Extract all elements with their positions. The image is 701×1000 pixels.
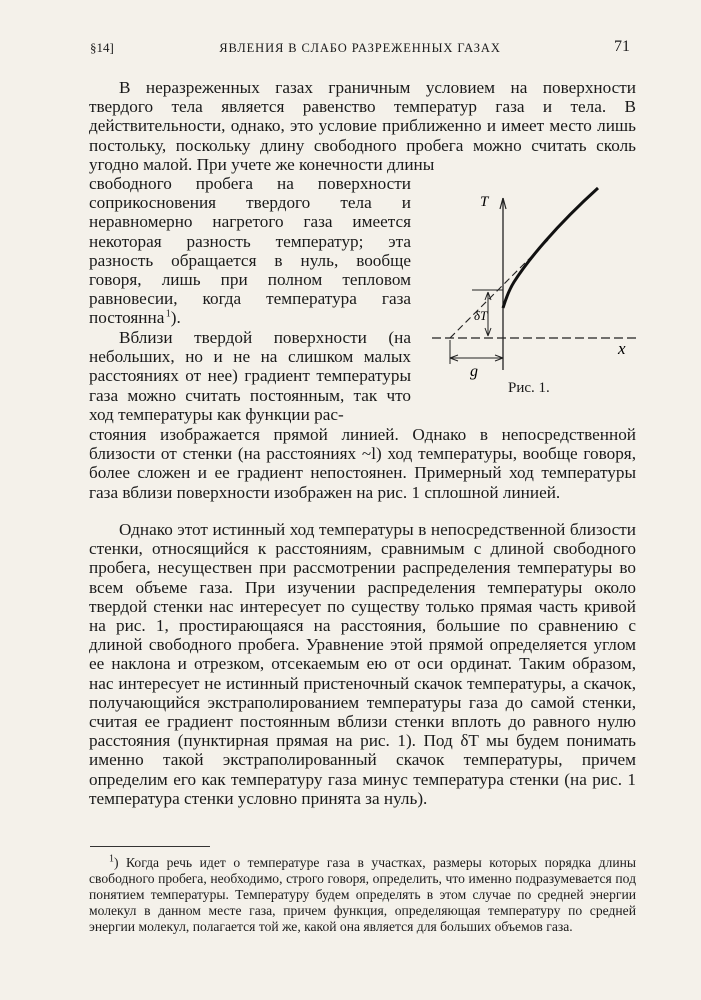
- paragraph-2-start: Вблизи твердой поверхности (на небольших, но и не на слишком малых расстояниях от нее) градиент температуры газа можно считать постоянным, так что ход температуры как функции рас-: [89, 328, 411, 424]
- paragraph-1-end: ).: [170, 308, 181, 328]
- paragraph-1-continuation: [89, 174, 411, 328]
- running-head: [90, 40, 630, 62]
- footnote-ref: 1: [165, 308, 171, 320]
- footnote-text: ) Когда речь идет о температуре газа в участках, размеры которых порядка длины свободного пробега, необходимо, строго говоря, определить, что именно подразумевается под понятием температуры. Температуру будем определять в этом случае по средней энергии молекул в данном месте газа, причем функция, определяющая температуру по средней энергии молекул, полагается той же, какой она является для больших объемов газа.: [89, 855, 636, 934]
- footnote: [89, 855, 636, 935]
- g-label: g: [470, 363, 478, 380]
- temperature-curve: [503, 188, 598, 308]
- x-axis-label: x: [618, 339, 626, 358]
- paragraph-2-continuation: стояния изображается прямой линией. Однако в непосредственной близости от стенки (на расстояниях ~l) ход температуры, вообще говоря, более сложен и ее градиент непостоянен. Примерный ход температуры газа вблизи поверхности изображен на рис. 1 сплошной линией.: [89, 425, 636, 502]
- section-mark: §14]: [90, 40, 114, 55]
- figure-caption: Рис. 1.: [508, 380, 550, 396]
- paragraph-1: В неразреженных газах граничным условием на поверхности твердого тела является равенство температур газа и тела. В действительности, однако, это условие приближенно и имеет место лишь постольку, поскольку длину свободного пробега можно считать сколь угодно малой. При учете же конечности длины: [89, 78, 636, 174]
- chapter-title: ЯВЛЕНИЯ В СЛАБО РАЗРЕЖЕННЫХ ГАЗАХ: [219, 41, 501, 55]
- page-number: 71: [614, 38, 630, 55]
- paragraph-1-continuation-text: свободного пробега на поверхности соприкосновения твердого тела и неравномерно нагретого газа имеется некоторая разность температур; эта разность обращается в нуль, вообще говоря, лишь при полном тепловом равновесии, когда температура газа постоянна: [89, 174, 411, 328]
- footnote-mark: 1: [109, 853, 114, 865]
- delta-t-label: δT: [474, 308, 488, 323]
- footnote-rule: [90, 846, 210, 847]
- y-axis-label: T: [480, 194, 489, 210]
- paragraph-3: Однако этот истинный ход температуры в непосредственной близости стенки, относящийся к расстояниям, сравнимым с длиной свободного пробега, несуществен при рассмотрении распределения температуры во всем объеме газа. При изучении распределения температуры около твердой стенки нас интересует по существу только прямая часть кривой на рис. 1, простирающаяся на расстояния, большие по сравнению с длиной свободного пробега. Уравнение этой прямой определяется углом ее наклона и отрезком, отсекаемым ею от оси ординат. Таким образом, нас интересует не истинный пристеночный скачок температуры, а скачок, получающийся экстраполированием температуры газа до самой стенки, считая ее градиент постоянным вблизи стенки вплоть до равного нулю расстояния (пунктирная прямая на рис. 1). Под δT мы будем понимать именно такой экстраполированный скачок температуры, причем определим его как температуру газа минус температура стенки (на рис. 1 температура стенки условно принята за нуль).: [89, 520, 636, 808]
